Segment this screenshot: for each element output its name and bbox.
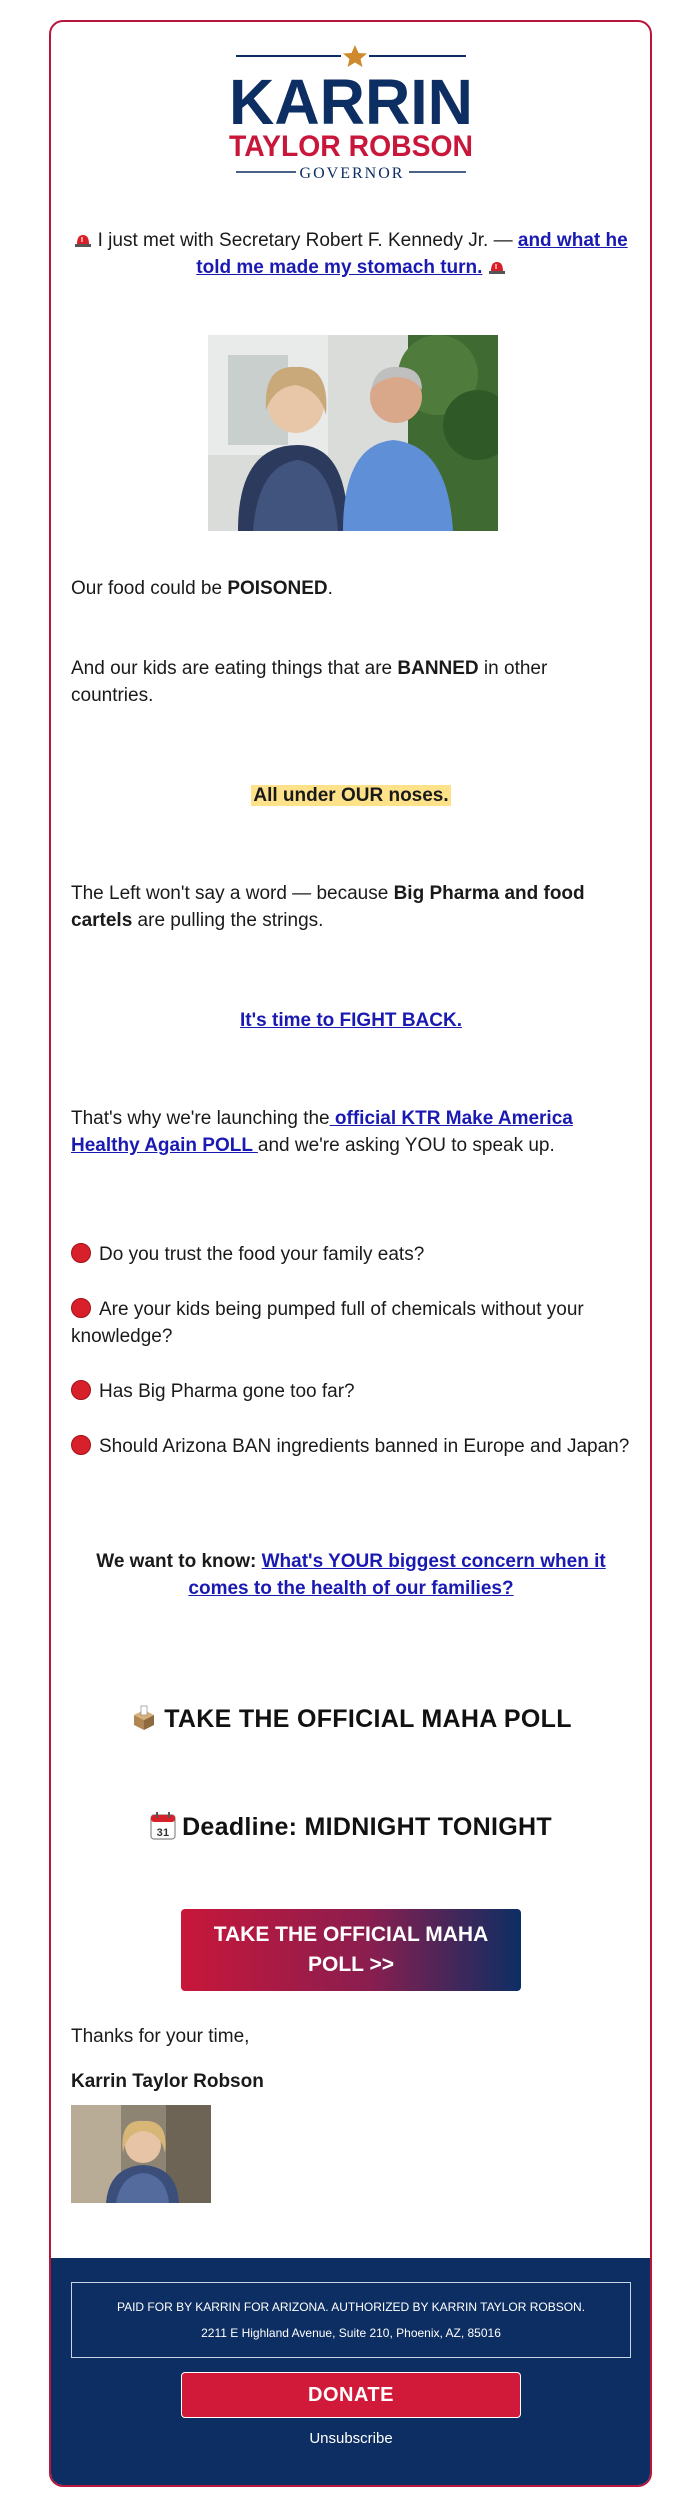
stomach-turn-link[interactable]: and what he told me made my stomach turn. [196, 230, 628, 278]
deadline-text: Deadline: MIDNIGHT TONIGHT [182, 1813, 552, 1841]
calendar-icon [150, 1812, 176, 1840]
question-text: Should Arizona BAN ingredients banned in Europe and Japan? [99, 1436, 630, 1457]
red-circle-icon [71, 1435, 91, 1455]
fight-back-link[interactable]: It's time to FIGHT BACK. [240, 1010, 462, 1031]
want-to-know-paragraph [71, 1548, 631, 1602]
legal-disclaimer [71, 2282, 631, 2358]
biggest-concern-link[interactable]: What's YOUR biggest concern when it comes to the health of our families? [188, 1551, 606, 1599]
p2-post: in other countries. [71, 658, 548, 706]
unsubscribe-link[interactable]: Unsubscribe [309, 2430, 393, 2447]
p4-post: and we're asking YOU to speak up. [257, 1135, 555, 1156]
poisoned-paragraph [71, 575, 631, 602]
siren-icon [74, 232, 92, 248]
poll-heading [51, 1705, 651, 1734]
question-text: Has Big Pharma gone too far? [99, 1381, 355, 1402]
red-circle-icon [71, 1380, 91, 1400]
p1-bold: POISONED [227, 578, 328, 599]
karrin-photo [71, 2105, 211, 2203]
p2-text: And our kids are eating things that are [71, 658, 398, 679]
logo-name-line2: TAYLOR ROBSON [229, 130, 473, 163]
p4-text: That's why we're launching the [71, 1108, 330, 1129]
p3-post: are pulling the strings. [132, 910, 324, 931]
intro-paragraph [71, 227, 631, 281]
address-text: 2211 E Highland Avenue, Suite 210, Phoenix, AZ, 85016 [201, 2326, 501, 2340]
poll-launch-paragraph [71, 1105, 631, 1159]
email-footer [51, 2258, 652, 2487]
photo-with-rfk [208, 335, 498, 531]
highlighted-text: All under OUR noses. [253, 785, 449, 806]
p3-bold: Big Pharma and food cartels [71, 883, 585, 931]
banned-paragraph [71, 655, 631, 709]
p1-text: Our food could be [71, 578, 228, 599]
paid-for-text: PAID FOR BY KARRIN FOR ARIZONA. AUTHORIZED BY KARRIN TAYLOR ROBSON. [116, 2300, 586, 2314]
question-item [71, 1241, 631, 1268]
want-to-know-label: We want to know: [96, 1551, 262, 1572]
email-card [49, 20, 652, 2487]
intro-text: I just met with Secretary Robert F. Kennedy Jr. — [97, 230, 518, 251]
maha-poll-link[interactable]: official KTR Make America Healthy Again POLL [71, 1108, 573, 1156]
question-item [71, 1378, 631, 1405]
calendar-day: 31 [156, 1827, 170, 1839]
take-poll-button[interactable]: TAKE THE OFFICIAL MAHA POLL >> [181, 1909, 521, 1991]
question-text: Do you trust the food your family eats? [99, 1244, 425, 1265]
p1-post: . [327, 578, 333, 599]
star-icon [343, 45, 367, 67]
question-text: Are your kids being pumped full of chemicals without your knowledge? [71, 1299, 584, 1347]
big-pharma-paragraph [71, 880, 631, 934]
campaign-logo [51, 32, 651, 192]
p2-bold: BANNED [397, 658, 479, 679]
logo-office: GOVERNOR [299, 165, 405, 182]
fight-back-paragraph [71, 1007, 631, 1034]
p3-text: The Left won't say a word — because [71, 883, 394, 904]
donate-button[interactable]: DONATE [181, 2372, 521, 2418]
question-item [71, 1433, 631, 1460]
signer-name: Karrin Taylor Robson [71, 2071, 264, 2092]
logo-name-line1: KARRIN [229, 66, 473, 138]
deadline-heading [51, 1812, 651, 1842]
question-item [71, 1296, 631, 1350]
ballot-box-icon [130, 1705, 158, 1731]
red-circle-icon [71, 1298, 91, 1318]
highlight-paragraph [71, 782, 631, 809]
thanks-text: Thanks for your time, [71, 2026, 250, 2047]
poll-heading-text: TAKE THE OFFICIAL MAHA POLL [164, 1705, 572, 1733]
red-circle-icon [71, 1243, 91, 1263]
siren-icon [488, 259, 506, 275]
